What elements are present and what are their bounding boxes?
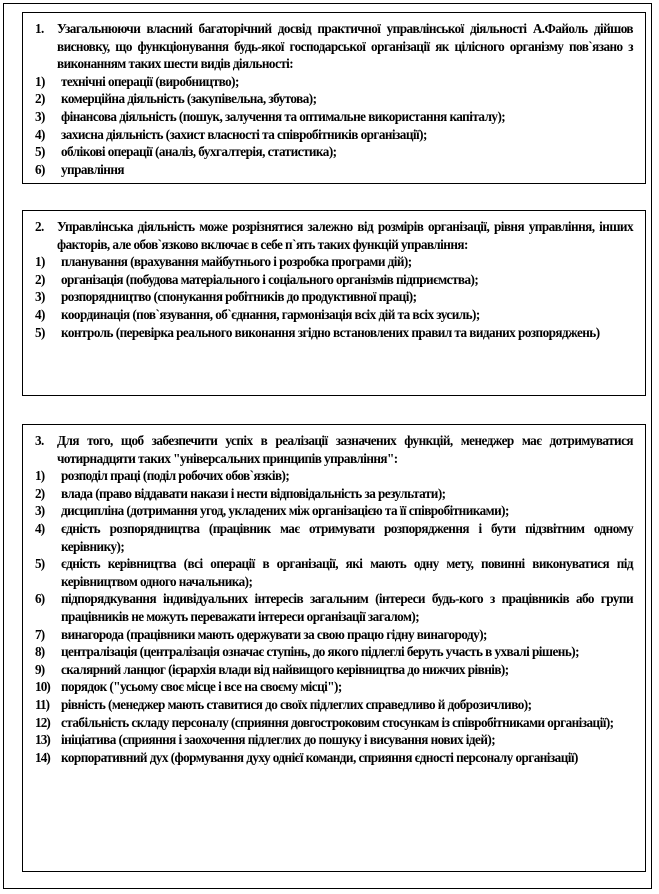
list-item [35,306,633,324]
item-text: корпоративний дух (формування духу однієї команди, сприяння єдності персоналу організації) [61,749,578,765]
item-number: 5) [35,324,45,340]
item-number: 3) [35,108,45,124]
item-number: 4) [35,306,45,322]
item-text: винагорода (працівники мають одержувати за свою працю гідну винагороду); [61,626,487,642]
item-number: 1) [35,254,45,270]
list-item [35,485,633,503]
item-number: 14) [35,749,50,765]
item-text: організація (побудова матеріального і соціального організмів підприємства); [61,271,479,287]
item-number: 3) [35,503,45,519]
item-text: ініціатива (сприяння і заохочення підлеглих до пошуку і висування нових ідей); [61,732,496,748]
item-number: 11) [35,696,50,712]
item-number: 6) [35,591,45,607]
list-item [35,678,633,696]
item-number: 3) [35,289,45,305]
item-number: 2) [35,271,45,287]
section-intro-text: Управлінська діяльність може розрізнятися залежно від розмірів організації, рівня управління, інших факторів, але обов`язково включає в себе п`ять таких функцій управління: [57,219,633,252]
item-number: 1) [35,468,45,484]
item-text: фінансова діяльність (пошук, залучення та оптимальне використання капіталу); [61,108,506,124]
list-item [35,714,633,732]
section-2-list [35,253,633,341]
list-item [35,555,633,590]
item-text: дисципліна (дотримання угод, укладених між організацією та її співробітниками); [61,503,509,519]
section-3-list [35,467,633,766]
item-text: порядок ("усьому своє місце і все на своєму місці"); [61,679,342,695]
section-2-intro [35,218,633,253]
item-text: управління [61,161,124,177]
item-number: 5) [35,144,45,160]
list-item [35,590,633,625]
item-text: розподіл праці (поділ робочих обов`язків); [61,468,290,484]
item-number: 2) [35,91,45,107]
item-text: контроль (перевірка реального виконання згідно встановлених правил та виданих розпоряджень) [61,324,600,340]
item-number: 12) [35,714,50,730]
section-1-intro [35,20,633,73]
item-text: підпорядкування індивідуальних інтересів загальним (інтереси будь-кого з працівників або групи працівників не можуть переважати інтереси організації загалом); [61,591,633,624]
list-item [35,749,633,767]
section-1-list [35,73,633,179]
item-number: 4) [35,520,45,536]
list-item [35,161,633,179]
item-text: влада (право віддавати накази і нести відповідальність за результати); [61,485,446,501]
item-text: єдність розпорядництва (працівник має отримувати розпорядження і бути підзвітним одному керівнику); [61,520,633,554]
item-number: 10) [35,679,50,695]
item-text: планування (врахування майбутнього і розробка програми дій); [61,254,412,270]
list-item [35,643,633,661]
list-item [35,520,633,555]
list-item [35,502,633,520]
section-intro-text: Узагальнюючи власний багаторічний досвід практичної управлінської діяльності А.Файоль дійшов висновку, що функціонування будь-якої господарської організації як цілісного організму пов`язано з виконанням таких шести видів діяльності: [57,21,633,72]
section-number: 1. [35,21,44,36]
list-item [35,253,633,271]
item-number: 7) [35,626,45,642]
section-number: 2. [35,219,44,234]
list-item [35,90,633,108]
item-text: захисна діяльність (захист власності та співробітників організації); [61,126,427,142]
item-text: технічні операції (виробництво); [61,73,239,89]
item-number: 8) [35,644,45,660]
list-item [35,731,633,749]
item-number: 6) [35,161,45,177]
list-item [35,73,633,91]
list-item [35,143,633,161]
item-text: облікові операції (аналіз, бухгалтерія, статистика); [61,144,337,160]
item-number: 9) [35,661,45,677]
list-item [35,288,633,306]
item-text: розпорядництво (спонукання робітників до продуктивної праці); [61,289,417,305]
section-intro-text: Для того, щоб забезпечити успіх в реалізації зазначених функцій, менеджер має дотримуватися чотирнадцяти таких "універсальних принципів управління": [57,433,633,466]
item-number: 5) [35,556,45,572]
section-2-box [22,210,646,396]
list-item [35,696,633,714]
list-item [35,271,633,289]
list-item [35,126,633,144]
item-text: єдність керівництва (всі операції в організації, які мають одну мету, повинні виконуватися під керівництвом одного начальника); [61,556,633,589]
list-item [35,661,633,679]
item-number: 4) [35,126,45,142]
item-text: стабільність складу персоналу (сприяння довгостроковим стосункам із співробітниками організації); [61,714,614,730]
list-item [35,626,633,644]
item-text: комерційна діяльність (закупівельна, збутова); [61,91,317,107]
item-text: скалярний ланцюг (ієрархія влади від найвищого керівництва до нижчих рівнів); [61,661,509,677]
section-3-box [22,424,646,872]
item-number: 1) [35,73,45,89]
item-text: рівність (менеджер мають ставитися до своїх підлеглих справедливо й доброзичливо); [61,696,532,712]
list-item [35,324,633,342]
list-item [35,108,633,126]
item-text: координація (пов`язування, об`єднання, гармонізація всіх дій та всіх зусиль); [61,306,480,322]
list-item [35,467,633,485]
item-number: 2) [35,485,45,501]
section-number: 3. [35,433,44,448]
item-text: централізація (централізація означає ступінь, до якого підлеглі беруть участь в ухвалі рішень); [61,644,579,660]
item-number: 13) [35,732,50,748]
section-1-box [22,12,646,184]
section-3-intro [35,432,633,467]
